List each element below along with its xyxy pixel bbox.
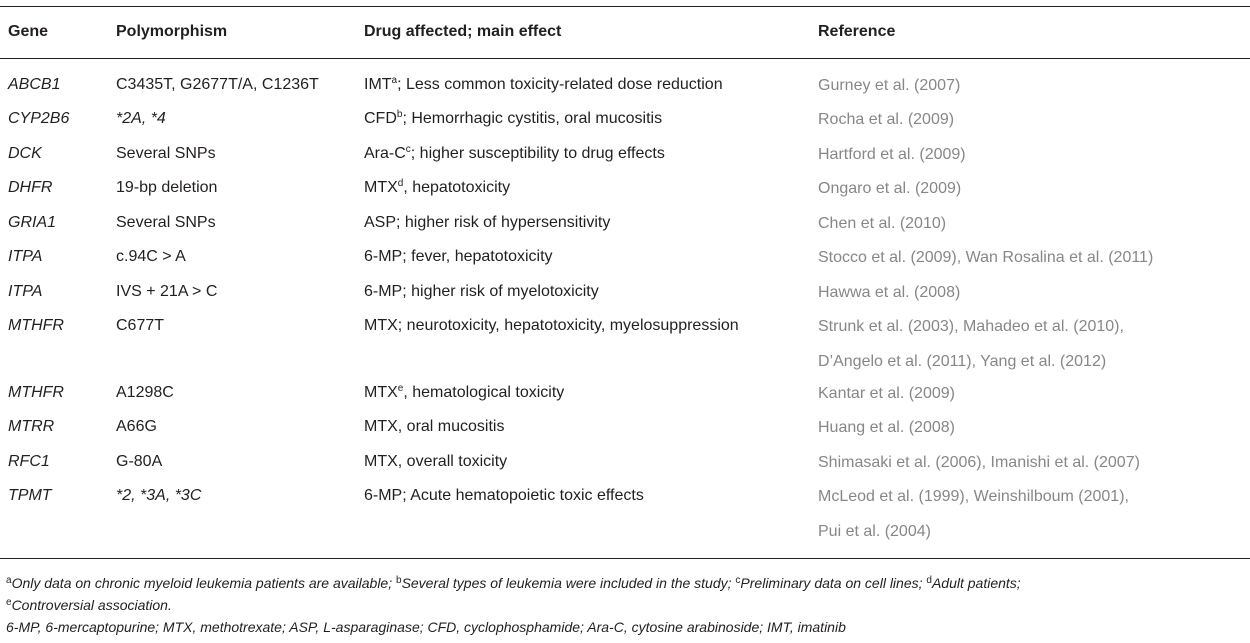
header-drug: Drug affected; main effect [364,23,562,40]
reference-link[interactable]: Rocha et al. (2009) [818,111,955,128]
reference-cell [818,479,1129,549]
reference-cell [818,171,961,206]
drug-effect-text: ; Less common toxicity-related dose reduction [397,76,723,93]
gene-cell: ABCB1 [8,76,61,93]
polymorphism-cell: Several SNPs [116,214,216,231]
reference-link[interactable]: McLeod et al. (1999), Weinshilboum (2001), [818,488,1129,505]
drug-text: MTX; neurotoxicity, hepatotoxicity, myelosuppression [364,317,739,334]
drug-cell [364,102,662,136]
top-rule [0,6,1250,7]
footnote-e: Controversial association. [11,597,172,613]
footnote-line-2 [6,595,172,615]
footnote-e-mark: e [6,597,12,608]
gene-cell: MTRR [8,418,55,435]
footnote-c: Preliminary data on cell lines; [740,575,923,591]
polymorphism-cell: A1298C [116,384,174,401]
drug-text: 6-MP; higher risk of myelotoxicity [364,283,599,300]
reference-link[interactable]: Ongaro et al. (2009) [818,180,962,197]
gene-cell: MTHFR [8,317,64,334]
reference-cell [818,275,960,310]
drug-text: MTX, overall toxicity [364,453,508,470]
drug-cell [364,171,510,205]
reference-cell [818,376,955,411]
drug-text: IMT [364,76,392,93]
gene-cell: DCK [8,145,42,162]
drug-text: MTX [364,384,398,401]
gene-cell: ITPA [8,248,43,265]
drug-cell [364,376,564,410]
drug-footnote-mark: c [405,144,411,155]
drug-text: CFD [364,110,397,127]
footnote-b-mark: b [396,575,402,586]
drug-cell [364,137,665,171]
footnote-d: Adult patients; [931,575,1021,591]
header-reference: Reference [818,23,896,40]
drug-footnote-mark: b [396,109,403,120]
drug-effect-text: ; Hemorrhagic cystitis, oral mucositis [402,110,663,127]
footnote-line-1 [6,573,1021,593]
drug-effect-text: , hematological toxicity [403,384,565,401]
footnote-c-mark: c [735,575,741,586]
drug-cell [364,206,610,240]
gene-cell: MTHFR [8,384,64,401]
footnote-abbreviations: 6-MP, 6-mercaptopurine; MTX, methotrexate; ASP, L-asparaginase; CFD, cyclophosphamide; Ara-C, cytosine arabinoside; IMT, imatinib [6,619,846,635]
drug-cell [364,479,644,513]
reference-cell [818,137,966,172]
drug-footnote-mark: a [391,75,398,86]
drug-cell [364,309,739,343]
reference-link[interactable]: Hartford et al. (2009) [818,146,966,163]
drug-cell [364,240,553,274]
drug-cell [364,445,507,479]
reference-link[interactable]: Shimasaki et al. (2006), Imanishi et al. (2007) [818,454,1140,471]
gene-cell: GRIA1 [8,214,57,231]
polymorphism-cell: A66G [116,418,157,435]
reference-cell [818,102,954,137]
drug-cell [364,275,599,309]
gene-cell: DHFR [8,179,53,196]
reference-cell [818,410,955,445]
drug-text: MTX [364,179,398,196]
bottom-rule [0,558,1250,559]
reference-link[interactable]: Gurney et al. (2007) [818,77,961,94]
polymorphism-cell: *2, *3A, *3C [116,487,202,504]
gene-cell: CYP2B6 [8,110,70,127]
reference-link[interactable]: D’Angelo et al. (2011), Yang et al. (2012) [818,353,1107,370]
reference-link[interactable]: Chen et al. (2010) [818,215,947,232]
reference-cell [818,445,1140,480]
footnote-a: Only data on chronic myeloid leukemia patients are available; [11,575,393,591]
reference-link[interactable]: Kantar et al. (2009) [818,385,955,402]
drug-text: 6-MP; Acute hematopoietic toxic effects [364,487,644,504]
polymorphism-cell: G-80A [116,453,163,470]
polymorphism-cell: 19-bp deletion [116,179,218,196]
polymorphism-cell: *2A, *4 [116,110,166,127]
reference-link[interactable]: Hawwa et al. (2008) [818,284,961,301]
reference-link[interactable]: Huang et al. (2008) [818,419,955,436]
footnote-b: Several types of leukemia were included in the study; [401,575,732,591]
gene-cell: TPMT [8,487,52,504]
header-gene: Gene [8,23,49,40]
reference-cell [818,206,946,241]
drug-text: Ara-C [364,145,406,162]
polymorphism-cell: c.94C > A [116,248,186,265]
drug-effect-text: , hepatotoxicity [403,179,511,196]
reference-cell [818,68,960,103]
drug-text: ASP; higher risk of hypersensitivity [364,214,611,231]
reference-cell [818,240,1153,275]
polymorphism-cell: IVS + 21A > C [116,283,218,300]
gene-cell: ITPA [8,283,43,300]
gene-cell: RFC1 [8,453,50,470]
footnote-a-mark: a [6,575,12,586]
reference-link[interactable]: Strunk et al. (2003), Mahadeo et al. (2010), [818,318,1124,335]
drug-text: MTX, oral mucositis [364,418,505,435]
drug-effect-text: ; higher susceptibility to drug effects [410,145,665,162]
drug-text: 6-MP; fever, hepatotoxicity [364,248,553,265]
reference-link[interactable]: Pui et al. (2004) [818,523,931,540]
polymorphism-cell: C3435T, G2677T/A, C1236T [116,76,319,93]
reference-link[interactable]: Stocco et al. (2009), Wan Rosalina et al. (2011) [818,249,1154,266]
reference-cell [818,309,1124,379]
drug-cell [364,68,723,102]
drug-cell [364,410,504,444]
drug-footnote-mark: e [397,383,404,394]
header-polymorphism: Polymorphism [116,23,228,40]
drug-footnote-mark: d [397,178,404,189]
header-rule [0,58,1250,59]
polymorphism-cell: C677T [116,317,165,334]
polymorphism-cell: Several SNPs [116,145,216,162]
footnote-d-mark: d [926,575,932,586]
